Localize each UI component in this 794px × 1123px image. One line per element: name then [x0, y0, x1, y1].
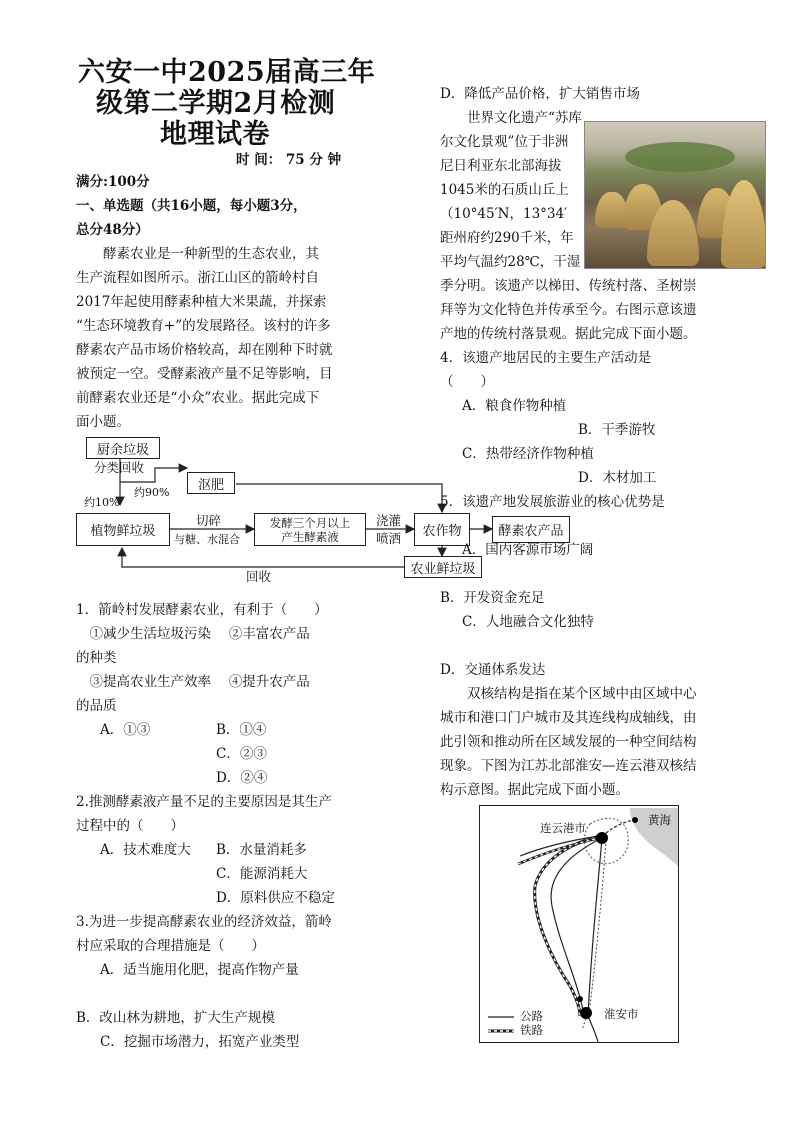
flow-agri-waste: 农业鲜垃圾 [404, 556, 482, 578]
q5-option-a: A．国内客源市场广阔 [462, 542, 594, 558]
q1-option-b: B．①④ [216, 722, 267, 738]
title-line-2: 级第二学期2月检测 [96, 88, 336, 119]
port-dot [632, 817, 638, 823]
q2-option-c: C．能源消耗大 [216, 866, 308, 882]
railway-line [518, 838, 600, 864]
flow-classify-label: 分类回收 [94, 460, 145, 475]
huaian-dot [580, 1007, 592, 1019]
small-dot [577, 996, 583, 1002]
flow-compost: 沤肥 [187, 472, 235, 494]
passage-1-line: 生产流程如图所示。浙江山区的箭岭村自 [76, 270, 319, 286]
q1-option-d: D．②④ [216, 770, 268, 786]
q4-option-c: C．热带经济作物种植 [462, 446, 594, 462]
map-label-lianyungang: 连云港市 [540, 821, 586, 835]
q4-option-b: B．干季游牧 [578, 422, 656, 438]
q3-option-a: A．适当施用化肥，提高作物产量 [100, 962, 299, 978]
q2-option-b: B．水量消耗多 [216, 842, 307, 858]
legend-road-label: 公路 [520, 1009, 543, 1023]
passage-1-line: 酵素农产品市场价格较高，却在刚种下时就 [76, 342, 333, 358]
flow-ferment-line-1: 发酵三个月以上 [269, 515, 351, 530]
q2-option-a: A．技术难度大 [100, 842, 191, 858]
title-line-3: 地理试卷 [160, 119, 270, 150]
q4-option-a: A．粮食作物种植 [462, 398, 567, 414]
flow-pct10: 约10% [84, 496, 120, 509]
passage-2-line: 世界文化遗产“苏库 [440, 110, 582, 126]
tree-canopy [625, 142, 735, 172]
flow-ferment [254, 513, 366, 546]
passage-1-line: 酵素农业是一种新型的生态农业，其 [76, 246, 319, 262]
q1-statement-2b: 的品质 [76, 698, 117, 714]
q3-stem: 3.为进一步提高酵素农业的经济效益，箭岭 [76, 914, 332, 930]
passage-3-line: 城市和港口门户城市及其连线构成轴线，由 [440, 710, 697, 726]
q1-option-c: C．②③ [216, 746, 267, 762]
passage-1-line: 2017年起使用酵素种植大米果蔬，并探索 [76, 294, 327, 310]
flow-irrigate-label: 浇灌 [376, 513, 402, 528]
q3-option-c: C．挖掘市场潜力，拓宽产业类型 [100, 1034, 300, 1050]
railway-line [535, 836, 600, 1016]
full-score: 满分:100分 [76, 174, 150, 190]
legend-rail-label: 铁路 [520, 1023, 543, 1037]
section-heading-2: 总分48分） [76, 222, 149, 238]
highway-line [588, 838, 602, 1016]
passage-3-line: 双核结构是指在某个区域中由区域中心 [440, 686, 697, 702]
passage-2-line: 尼日利亚东北部海拔 [440, 158, 562, 174]
q4-stem: 4．该遗产地居民的主要生产活动是 [440, 350, 652, 366]
passage-2-line: （10°45′N，13°34′ [440, 206, 568, 222]
passage-3-line: 构示意图。据此完成下面小题。 [440, 782, 629, 798]
q2-stem-2: 过程中的（ ） [76, 818, 184, 834]
flow-crops: 农作物 [414, 513, 470, 546]
q3-option-b: B．改山林为耕地，扩大生产规模 [76, 1010, 275, 1026]
passage-2-line: 平均气温约28℃，干湿 [440, 254, 581, 270]
passage-1-line: 面小题。 [76, 414, 130, 430]
map-drawing [480, 806, 678, 1042]
q3-option-d: D．降低产品价格，扩大销售市场 [440, 86, 640, 102]
q1-statement-2: ③提高农业生产效率 ④提升农产品 [76, 674, 310, 690]
passage-2-line: 1045米的石质山丘上 [440, 182, 569, 198]
q2-stem: 2.推测酵素液产量不足的主要原因是其生产 [76, 794, 332, 810]
q1-statement-1b: 的种类 [76, 650, 117, 666]
passage-2-line: 拜等为文化特色并传承至今。右图示意该遗 [440, 302, 697, 318]
q2-option-d: D．原料供应不稳定 [216, 890, 335, 906]
q3-stem-2: 村应采取的合理措施是（ ） [76, 938, 265, 954]
passage-2-line: 尔文化景观”位于非洲 [440, 134, 569, 150]
passage-2-line: 季分明。该遗产以梯田、传统村落、圣树崇 [440, 278, 697, 294]
section-heading-1: 一、单选题（共16小题，每小题3分， [76, 198, 307, 214]
q5-option-c: C．人地融合文化独特 [462, 614, 594, 630]
q4-paren: （ ） [440, 374, 494, 390]
q5-option-d: D．交通体系发达 [440, 662, 546, 678]
highway-line [588, 1016, 598, 1042]
flow-pct90: 约90% [134, 486, 170, 499]
lianyungang-dot [596, 832, 608, 844]
q4-option-d: D．木材加工 [578, 470, 657, 486]
flow-plant-waste: 植物鲜垃圾 [76, 513, 170, 546]
flow-spray-label: 喷洒 [376, 531, 402, 546]
passage-3-line: 现象。下图为江苏北部淮安—连云港双核结 [440, 758, 697, 774]
q1-stem: 1．箭岭村发展酵素农业，有利于（ ） [76, 602, 328, 618]
q1-statement-1: ①减少生活垃圾污染 ②丰富农产品 [76, 626, 310, 642]
passage-1-line: 被预定一空。受酵素液产量不足等影响，目 [76, 366, 333, 382]
flow-kitchen-waste: 厨余垃圾 [86, 437, 160, 459]
q5-stem: 5．该遗产地发展旅游业的核心优势是 [440, 494, 665, 510]
double-core-map [479, 805, 679, 1043]
passage-2-line: 距州府约290千米，年 [440, 230, 574, 246]
flow-product: 酵素农产品 [492, 516, 570, 543]
title-line-1: 六安一中2025届高三年 [78, 57, 376, 88]
flow-mix-label: 与糖、水混合 [174, 533, 240, 546]
map-label-sea: 黄海 [648, 813, 671, 827]
map-label-huaian: 淮安市 [604, 1007, 639, 1021]
passage-3-line: 此引领和推动所在区域发展的一种空间结构 [440, 734, 697, 750]
q1-option-a: A．①③ [100, 722, 151, 738]
flow-cut-label: 切碎 [196, 513, 222, 528]
flow-ferment-line-2: 产生酵素液 [281, 529, 339, 544]
passage-1-line: 前酵素农业还是“小众”农业。据此完成下 [76, 390, 320, 406]
exam-time: 时 间： 75 分 钟 [236, 152, 342, 168]
q5-option-b: B．开发资金充足 [440, 590, 545, 606]
coastal-railway [602, 820, 635, 836]
passage-1-line: “生态环境教育+”的发展路径。该村的许多 [76, 318, 331, 334]
railway-dash [535, 836, 600, 1016]
flow-recycle-label: 回收 [246, 569, 272, 584]
village-photo [584, 121, 766, 269]
passage-2-line: 产地的传统村落景观。据此完成下面小题。 [440, 326, 697, 342]
